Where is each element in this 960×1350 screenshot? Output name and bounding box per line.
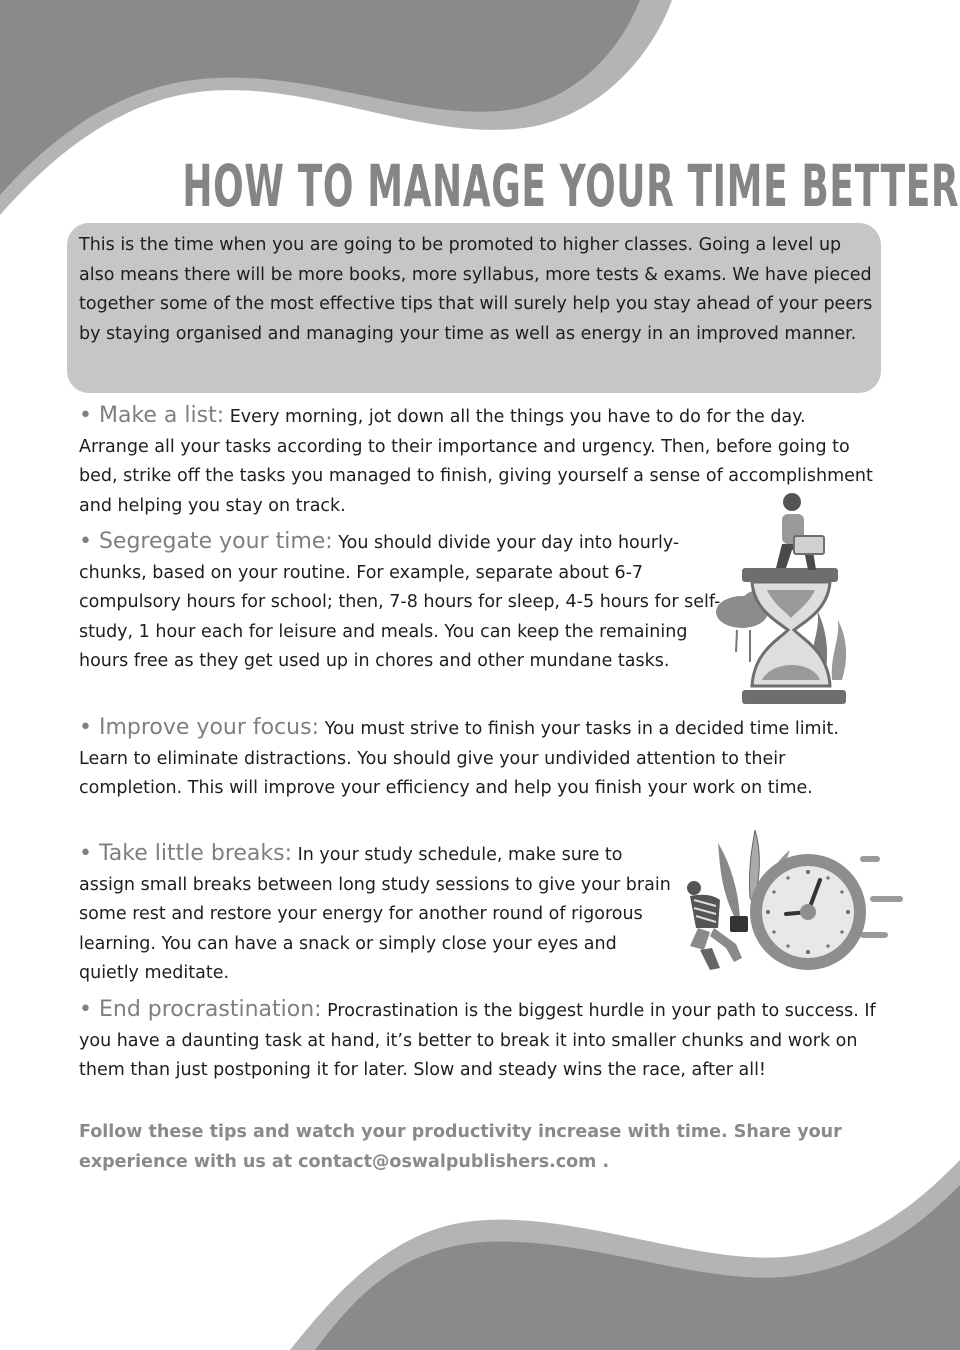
tip-body: Every morning, jot down all the things you have to do for the day. Arrange all your tasks according to their importance and urgency. Then, before going to bed, strike off the tasks you managed to finish, giving yourself a sense of accomplishment and helping you stay on track. (79, 407, 873, 516)
tip-heading: • Take little breaks: (79, 841, 293, 866)
tip-heading: • Make a list: (79, 403, 225, 428)
closing-note: Follow these tips and watch your productivity increase with time. Share your experience with us at contact@oswalpublishers.com . (79, 1122, 842, 1172)
tip-segregate-your-time (79, 527, 724, 677)
page-title: HOW TO MANAGE YOUR TIME BETTER (182, 152, 960, 220)
tip-heading: • Segregate your time: (79, 529, 333, 554)
intro-box (67, 223, 881, 393)
tip-heading: • End procrastination: (79, 997, 322, 1022)
tip-body: Procrastination is the biggest hurdle in your path to success. If you have a daunting task at hand, it’s better to break it into smaller chunks and work on them than just postponing it for later. Slow and steady wins the race, after all! (79, 1001, 876, 1080)
tip-improve-your-focus (79, 713, 879, 804)
tip-body: You must strive to finish your tasks in a decided time limit. Learn to eliminate distractions. You should give your undivided attention to their completion. This will improve your efficiency and help you finish your work on time. (79, 719, 839, 798)
person-on-hourglass-illustration (712, 490, 852, 710)
person-running-with-clock-illustration (680, 828, 905, 976)
tip-take-little-breaks (79, 839, 674, 989)
bottom-wave-dark (315, 1185, 960, 1350)
intro-text: This is the time when you are going to be promoted to higher classes. Going a level up also means there will be more books, more syllabus, more tests & exams. We have pieced together some of the most effective tips that will surely help you stay ahead of your peers by staying organised and managing your time as well as energy in an improved manner. (79, 235, 873, 344)
tip-end-procrastination (79, 995, 879, 1086)
tip-heading: • Improve your focus: (79, 715, 320, 740)
tip-body: You should divide your day into hourly-chunks, based on your routine. For example, separate about 6-7 compulsory hours for school; then, 7-8 hours for sleep, 4-5 hours for self-study, 1 hour each for leisure and meals. You can keep the remaining hours free as they get used up in chores and other mundane tasks. (79, 533, 721, 671)
tip-body: In your study schedule, make sure to assign small breaks between long study sessions to give your brain some rest and restore your energy for another round of rigorous learning. You can have a snack or simply close your eyes and quietly meditate. (79, 845, 671, 983)
